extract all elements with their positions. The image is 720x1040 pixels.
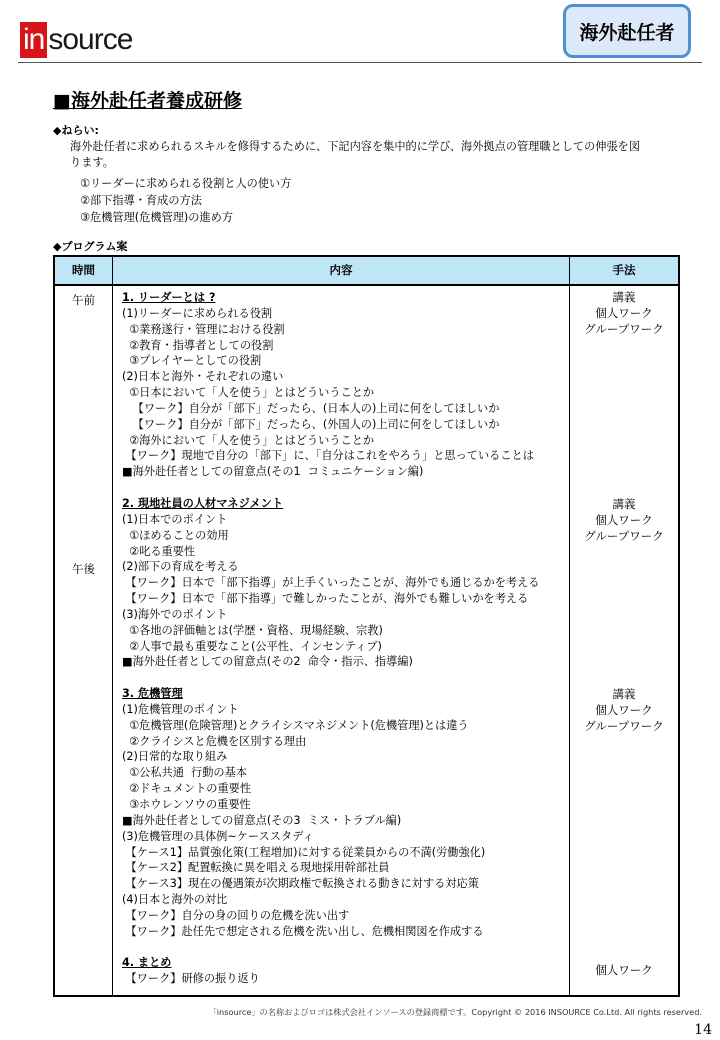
- content-line: 【ケース3】現在の優遇策が次期政権で転換される動きに対する対応策: [122, 877, 479, 891]
- section-gap: [122, 670, 572, 686]
- header-time: 時間: [72, 263, 95, 277]
- content-line: ②人事で最も重要なこと(公平性、インセンティブ): [122, 639, 382, 653]
- content-line: (2)日本と海外・それぞれの違い: [122, 370, 284, 384]
- aim-point: ①リーダーに求められる役割と人の使い方: [80, 177, 292, 190]
- content-line: ■海外赴任者としての留意点(その2 命令・指示、指導編): [122, 655, 413, 669]
- content-line: (4)日本と海外の対比: [122, 893, 228, 907]
- content-line: ■海外赴任者としての留意点(その1 コミュニケーション編): [122, 465, 424, 479]
- content-line: 【ワーク】自分が「部下」だったら、(日本人の)上司に何をしてほしいか: [122, 401, 500, 415]
- method-item: 講義: [612, 497, 636, 511]
- method-cell: [570, 497, 678, 545]
- aim-point: ②部下指導・育成の方法: [80, 194, 202, 207]
- content-line: 【ケース1】品質強化策(工程増加)に対する従業員からの不満(労働強化): [122, 845, 486, 859]
- content-line: 【ケース2】配置転換に異を唱える現地採用幹部社員: [122, 861, 390, 875]
- header-content: 内容: [329, 263, 353, 277]
- section-title: 3. 危機管理: [122, 687, 183, 701]
- method-item: 個人ワーク: [595, 305, 653, 320]
- section-title: 4. まとめ: [122, 956, 172, 970]
- method-cell: [570, 290, 678, 338]
- method-item: グループワーク: [584, 321, 664, 336]
- content-line: 【ワーク】現地で自分の「部下」に、「自分はこれをやろう」と思っていることは: [122, 449, 534, 463]
- category-badge: 海外赴任者: [563, 4, 691, 58]
- method-item: 個人ワーク: [595, 963, 653, 977]
- method-cell: [570, 963, 678, 979]
- content-line: (2)日常的な取り組み: [122, 750, 228, 764]
- header-divider: [18, 62, 702, 63]
- section-title: 2. 現地社員の人材マネジメント: [122, 496, 284, 510]
- content-line: ①公私共通 行動の基本: [122, 766, 247, 780]
- content-line: ②叱る重要性: [122, 544, 196, 558]
- content-line: ①業務遂行・管理における役割: [122, 322, 285, 336]
- content-line: (3)海外でのポイント: [122, 607, 228, 621]
- table-header-row: [55, 257, 678, 286]
- insource-logo: [20, 22, 132, 58]
- aim-point: ③危機管理(危機管理)の進め方: [80, 211, 234, 224]
- content-line: 【ワーク】赴任先で想定される危機を洗い出し、危機相関図を作成する: [122, 924, 484, 938]
- logo-in-mark: in: [20, 22, 47, 58]
- content-line: 【ワーク】日本で「部下指導」で難しかったことが、海外でも難しいかを考える: [122, 592, 529, 606]
- section-gap: [122, 480, 572, 496]
- page-number: 14: [694, 1022, 712, 1038]
- content-line: 【ワーク】自分の身の回りの危機を洗い出す: [122, 908, 350, 922]
- content-line: ③ホウレンソウの重要性: [122, 798, 251, 811]
- content-line: ②教育・指導者としての役割: [122, 338, 274, 352]
- content-line: (2)部下の育成を考える: [122, 560, 239, 574]
- program-table: [53, 255, 680, 997]
- content-line: ②クライシスと危機を区別する理由: [122, 734, 307, 748]
- content-line: ②ドキュメントの重要性: [122, 782, 252, 796]
- method-item: 個人ワーク: [595, 512, 653, 527]
- content-line: (1)日本でのポイント: [122, 512, 228, 526]
- content-line: ①危機管理(危険管理)とクライシスマネジメント(危機管理)とは違う: [122, 718, 469, 732]
- method-item: 個人ワーク: [595, 702, 653, 717]
- aim-points: [80, 175, 291, 226]
- method-item: グループワーク: [584, 528, 664, 543]
- content-line: (1)リーダーに求められる役割: [122, 306, 273, 320]
- method-item: 講義: [612, 687, 636, 701]
- column-divider: [112, 257, 113, 995]
- method-item: 講義: [612, 290, 636, 304]
- aim-heading: ◆ねらい:: [53, 124, 99, 137]
- copyright-footer: 「insource」の名称およびロゴは株式会社インソースの登録商標です。Copyright © 2016 INSOURCE Co.Ltd. All rights reserved.: [208, 1007, 702, 1017]
- logo-source-text: source: [48, 23, 133, 56]
- content-line: ①ほめることの効用: [122, 528, 229, 542]
- method-item: グループワーク: [584, 718, 664, 733]
- section-gap: [122, 940, 572, 956]
- method-cell: [570, 687, 678, 735]
- content-line: ②海外において「人を使う」とはどういうことか: [122, 433, 375, 447]
- time-afternoon: 午後: [72, 562, 95, 576]
- aim-body: 海外赴任者に求められるスキルを修得するために、下記内容を集中的に学び、海外拠点の管理職としての伸張を図ります。: [70, 140, 641, 170]
- section-title: 1. リーダーとは ?: [122, 291, 216, 304]
- program-heading: ◆プログラム案: [53, 240, 128, 253]
- content-line: (1)危機管理のポイント: [122, 702, 239, 716]
- time-morning: 午前: [72, 293, 95, 307]
- header-method: 手法: [612, 263, 636, 277]
- content-line: ■海外赴任者としての留意点(その3 ミス・トラブル編): [122, 813, 402, 827]
- page-title: ■海外赴任者養成研修: [53, 90, 242, 112]
- content-line: 【ワーク】日本で「部下指導」が上手くいったことが、海外でも通じるかを考える: [122, 576, 540, 590]
- content-line: ③プレイヤーとしての役割: [122, 354, 262, 368]
- content-line: (3)危機管理の具体例~ケーススタディ: [122, 829, 314, 843]
- content-line: 【ワーク】研修の振り返り: [122, 972, 260, 986]
- content-line: 【ワーク】自分が「部下」だったら、(外国人の)上司に何をしてほしいか: [122, 417, 500, 431]
- content-line: ①日本において「人を使う」とはどういうことか: [122, 386, 375, 400]
- content-line: ①各地の評価軸とは(学歴・資格、現場経験、宗教): [122, 623, 383, 637]
- program-content: [122, 290, 572, 987]
